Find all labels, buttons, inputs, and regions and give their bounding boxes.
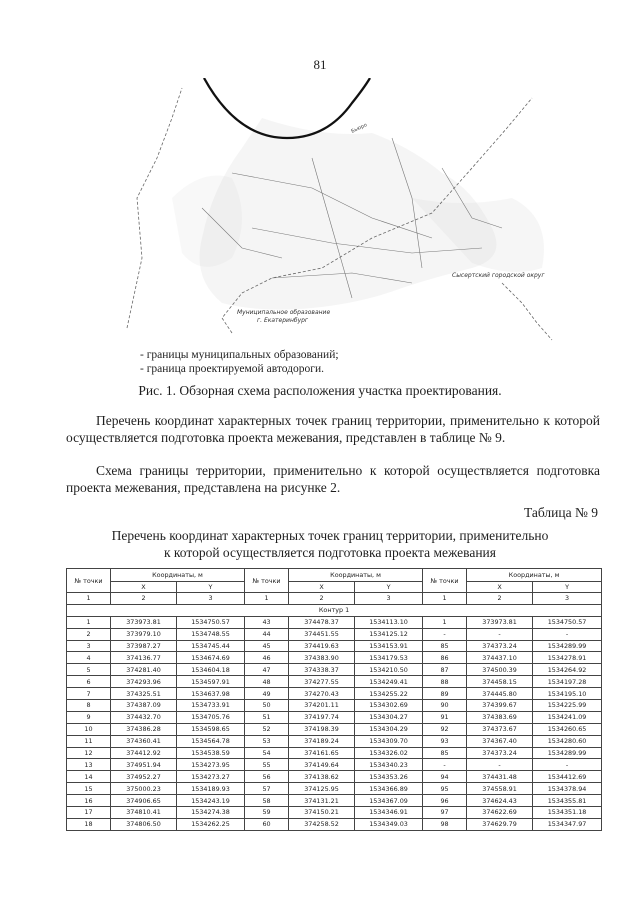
page-number: 81: [313, 57, 327, 72]
table-cell: 86: [423, 652, 467, 664]
table-cell: 374445.80: [467, 688, 533, 700]
header-coords-3: Координаты, м: [467, 569, 602, 582]
index-cell: 1: [245, 593, 289, 605]
table-row: [67, 759, 602, 771]
table-cell: 1534249.41: [355, 676, 423, 688]
table-cell: 1534349.03: [355, 818, 423, 830]
index-cell: 3: [177, 593, 245, 605]
table-cell: 374270.43: [289, 688, 355, 700]
table-cell: 374906.65: [111, 795, 177, 807]
table-cell: 1534733.91: [177, 700, 245, 712]
table-cell: 374432.70: [111, 711, 177, 723]
table-cell: 95: [423, 783, 467, 795]
table-cell: 374399.67: [467, 700, 533, 712]
table-cell: 373973.81: [467, 616, 533, 628]
table-cell: 373979.10: [111, 628, 177, 640]
table-cell: 374387.09: [111, 700, 177, 712]
table-cell: 1534264.92: [533, 664, 602, 676]
contour-row: [67, 604, 602, 616]
table-cell: 1534210.50: [355, 664, 423, 676]
table-row: [67, 771, 602, 783]
table-cell: 1534378.94: [533, 783, 602, 795]
table-cell: 374478.37: [289, 616, 355, 628]
map-drawing: [112, 78, 567, 346]
table-row: [67, 628, 602, 640]
header-y-3: Y: [533, 582, 602, 593]
table-cell: 374383.90: [289, 652, 355, 664]
paragraph-coordinates-list: Перечень координат характерных точек границ территории, применительно к которой осуществляется подготовка проекта межевания, представлен в таблице № 9.: [66, 413, 600, 445]
header-x-3: X: [467, 582, 533, 593]
table-cell: 374622.69: [467, 807, 533, 819]
table-row: [67, 700, 602, 712]
table-cell: 8: [67, 700, 111, 712]
table-cell: 55: [245, 759, 289, 771]
table-cell: 16: [67, 795, 111, 807]
table-cell: 373973.81: [111, 616, 177, 628]
table-cell: 1: [423, 616, 467, 628]
table-cell: 1534302.69: [355, 700, 423, 712]
table-cell: 1: [67, 616, 111, 628]
table-cell: 374338.37: [289, 664, 355, 676]
header-coords-1: Координаты, м: [111, 569, 245, 582]
table-cell: 374386.28: [111, 723, 177, 735]
table-cell: 374189.24: [289, 735, 355, 747]
table-row: [67, 747, 602, 759]
table-cell: 374431.48: [467, 771, 533, 783]
table-cell: 374558.91: [467, 783, 533, 795]
map-label-mo-line1: Муниципальное образование: [237, 309, 331, 316]
overview-map: [112, 78, 567, 346]
table-cell: 97: [423, 807, 467, 819]
table-cell: 373987.27: [111, 640, 177, 652]
table-cell: 374149.64: [289, 759, 355, 771]
table-cell: 5: [67, 664, 111, 676]
table-cell: 1534637.98: [177, 688, 245, 700]
table-cell: -: [533, 628, 602, 640]
table-cell: 374806.50: [111, 818, 177, 830]
table-row: [67, 723, 602, 735]
table-cell: 1534280.60: [533, 735, 602, 747]
table-row: [67, 676, 602, 688]
table-cell: 374198.39: [289, 723, 355, 735]
contour-label: Контур 1: [67, 604, 602, 616]
table-cell: 17: [67, 807, 111, 819]
legend-municipal: - границы муниципальных образований;: [140, 349, 339, 361]
table-cell: 4: [67, 652, 111, 664]
index-cell: 1: [423, 593, 467, 605]
table-cell: 52: [245, 723, 289, 735]
header-point-3: № точки: [423, 569, 467, 593]
index-cell: 2: [289, 593, 355, 605]
table-cell: 374360.41: [111, 735, 177, 747]
table-cell: 374161.65: [289, 747, 355, 759]
table-cell: 87: [423, 664, 467, 676]
table-cell: 56: [245, 771, 289, 783]
header-y-1: Y: [177, 582, 245, 593]
table-cell: 1534564.78: [177, 735, 245, 747]
table-cell: 90: [423, 700, 467, 712]
header-coords-2: Координаты, м: [289, 569, 423, 582]
table-cell: 1534340.23: [355, 759, 423, 771]
table-cell: 1534278.91: [533, 652, 602, 664]
table-cell: 98: [423, 818, 467, 830]
table-cell: 374419.63: [289, 640, 355, 652]
table-cell: 1534260.65: [533, 723, 602, 735]
table-cell: 1534197.28: [533, 676, 602, 688]
table-cell: 89: [423, 688, 467, 700]
table-cell: 374277.55: [289, 676, 355, 688]
table-cell: 374293.96: [111, 676, 177, 688]
table-cell: 50: [245, 700, 289, 712]
table-cell: 45: [245, 640, 289, 652]
table-cell: 51: [245, 711, 289, 723]
table-cell: 374624.43: [467, 795, 533, 807]
table-cell: 1534326.02: [355, 747, 423, 759]
table-cell: 375000.23: [111, 783, 177, 795]
coordinates-table: [66, 568, 602, 831]
table-cell: 1534304.27: [355, 711, 423, 723]
table-cell: 18: [67, 818, 111, 830]
table-cell: 1534355.81: [533, 795, 602, 807]
table-cell: 1534273.27: [177, 771, 245, 783]
table-cell: 92: [423, 723, 467, 735]
table-row: [67, 652, 602, 664]
table-cell: 1534309.70: [355, 735, 423, 747]
table-cell: 374197.74: [289, 711, 355, 723]
table-cell: 96: [423, 795, 467, 807]
table-cell: 374952.27: [111, 771, 177, 783]
table-cell: 1534289.99: [533, 640, 602, 652]
table-cell: 54: [245, 747, 289, 759]
table-cell: 374412.92: [111, 747, 177, 759]
table-cell: 2: [67, 628, 111, 640]
header-y-2: Y: [355, 582, 423, 593]
table-cell: 1534597.91: [177, 676, 245, 688]
table-row: [67, 783, 602, 795]
table-cell: 374325.51: [111, 688, 177, 700]
table-cell: 1534255.22: [355, 688, 423, 700]
table-cell: 1534367.09: [355, 795, 423, 807]
table-cell: 374201.11: [289, 700, 355, 712]
table-cell: 88: [423, 676, 467, 688]
table-row: [67, 795, 602, 807]
table-cell: 1534125.12: [355, 628, 423, 640]
table-cell: 1534113.10: [355, 616, 423, 628]
table-cell: 374150.21: [289, 807, 355, 819]
table-cell: 374629.79: [467, 818, 533, 830]
table-cell: 1534353.26: [355, 771, 423, 783]
table-cell: 1534273.95: [177, 759, 245, 771]
index-row: [67, 593, 602, 605]
table-cell: -: [467, 628, 533, 640]
table-cell: -: [423, 628, 467, 640]
table-cell: 1534225.99: [533, 700, 602, 712]
table-cell: 1534366.89: [355, 783, 423, 795]
index-cell: 2: [111, 593, 177, 605]
table-cell: 374451.55: [289, 628, 355, 640]
table-cell: 1534705.76: [177, 711, 245, 723]
table-cell: 58: [245, 795, 289, 807]
table-cell: 6: [67, 676, 111, 688]
legend-road: - граница проектируемой автодороги.: [140, 363, 324, 375]
table-row: [67, 807, 602, 819]
map-label-mo-line2: г. Екатеринбург: [257, 317, 309, 324]
table-cell: 374373.67: [467, 723, 533, 735]
table-cell: 374810.41: [111, 807, 177, 819]
paragraph-scheme: Схема границы территории, применительно к которой осуществляется подготовка проекта межевания, представлена на рисунке 2.: [66, 463, 600, 495]
table-cell: 1534274.38: [177, 807, 245, 819]
table-cell: 10: [67, 723, 111, 735]
table-cell: 1534241.09: [533, 711, 602, 723]
table-cell: 374458.15: [467, 676, 533, 688]
table-cell: 3: [67, 640, 111, 652]
table-cell: 14: [67, 771, 111, 783]
table-cell: 374373.24: [467, 640, 533, 652]
table-cell: 1534153.91: [355, 640, 423, 652]
table-cell: 57: [245, 783, 289, 795]
table-cell: 49: [245, 688, 289, 700]
table-title-line1: Перечень координат характерных точек границ территории, применительно: [111, 528, 549, 543]
table-cell: 85: [423, 640, 467, 652]
table-cell: 15: [67, 783, 111, 795]
table-row: [67, 616, 602, 628]
table-cell: 374131.21: [289, 795, 355, 807]
table-cell: 374367.40: [467, 735, 533, 747]
table-cell: 1534179.53: [355, 652, 423, 664]
svg-text:Бьюро: Бьюро: [350, 122, 369, 135]
header-x-2: X: [289, 582, 355, 593]
table-cell: 1534289.99: [533, 747, 602, 759]
table-cell: 59: [245, 807, 289, 819]
table-cell: 374125.95: [289, 783, 355, 795]
table-cell: 1534750.57: [177, 616, 245, 628]
table-title: [60, 528, 600, 561]
table-cell: 1534189.93: [177, 783, 245, 795]
table-row: [67, 818, 602, 830]
table-cell: 374136.77: [111, 652, 177, 664]
header-point-1: № точки: [67, 569, 111, 593]
table-cell: 48: [245, 676, 289, 688]
table-cell: 1534538.59: [177, 747, 245, 759]
table-cell: 1534750.57: [533, 616, 602, 628]
table-cell: 374383.69: [467, 711, 533, 723]
table-cell: 44: [245, 628, 289, 640]
table-cell: -: [533, 759, 602, 771]
table-cell: 46: [245, 652, 289, 664]
table-row: [67, 664, 602, 676]
table-cell: 1534745.44: [177, 640, 245, 652]
table-cell: 1534262.25: [177, 818, 245, 830]
index-cell: 3: [355, 593, 423, 605]
header-x-1: X: [111, 582, 177, 593]
table-cell: 374951.94: [111, 759, 177, 771]
table-row: [67, 688, 602, 700]
table-cell: 1534412.69: [533, 771, 602, 783]
table-cell: 7: [67, 688, 111, 700]
table-cell: 374138.62: [289, 771, 355, 783]
table-cell: 1534195.10: [533, 688, 602, 700]
index-cell: 1: [67, 593, 111, 605]
table-cell: 1534304.29: [355, 723, 423, 735]
map-legend: [140, 348, 339, 376]
table-cell: 1534347.97: [533, 818, 602, 830]
table-title-line2: к которой осуществляется подготовка проекта межевания: [163, 544, 496, 560]
table-cell: 374373.24: [467, 747, 533, 759]
table-cell: -: [423, 759, 467, 771]
table-cell: 1534346.91: [355, 807, 423, 819]
table-cell: 47: [245, 664, 289, 676]
map-label-sysert: Сысертский городской округ: [452, 272, 545, 279]
table-cell: 91: [423, 711, 467, 723]
table-row: [67, 640, 602, 652]
table-cell: 9: [67, 711, 111, 723]
header-point-2: № точки: [245, 569, 289, 593]
table-cell: 374437.10: [467, 652, 533, 664]
figure-caption: Рис. 1. Обзорная схема расположения участка проектирования.: [138, 383, 502, 398]
table-cell: 374281.40: [111, 664, 177, 676]
table-cell: 374258.52: [289, 818, 355, 830]
index-cell: 2: [467, 593, 533, 605]
table-cell: 94: [423, 771, 467, 783]
table-cell: 93: [423, 735, 467, 747]
table-cell: 11: [67, 735, 111, 747]
table-row: [67, 735, 602, 747]
table-cell: 1534674.69: [177, 652, 245, 664]
table-cell: 85: [423, 747, 467, 759]
table-cell: 43: [245, 616, 289, 628]
table-cell: 374500.39: [467, 664, 533, 676]
table-body: [67, 593, 602, 831]
table-cell: 1534351.18: [533, 807, 602, 819]
index-cell: 3: [533, 593, 602, 605]
table-cell: 13: [67, 759, 111, 771]
table-cell: 53: [245, 735, 289, 747]
table-cell: 1534598.65: [177, 723, 245, 735]
table-cell: 1534243.19: [177, 795, 245, 807]
table-row: [67, 711, 602, 723]
table-cell: 60: [245, 818, 289, 830]
terrain-texture: [172, 118, 544, 310]
table-cell: -: [467, 759, 533, 771]
table-number: Таблица № 9: [524, 505, 598, 520]
table-cell: 12: [67, 747, 111, 759]
table-cell: 1534604.18: [177, 664, 245, 676]
table-cell: 1534748.55: [177, 628, 245, 640]
